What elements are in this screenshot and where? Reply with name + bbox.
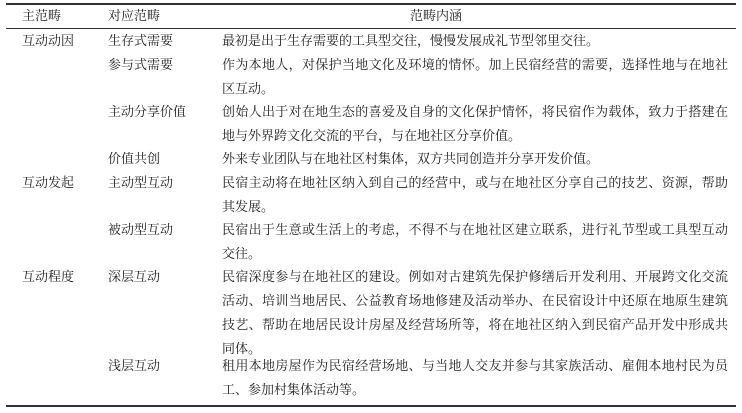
content-cell: 创始人出于对在地生态的喜爱及自身的文化保护情怀，将民宿作为载体，致力于搭建在地与外界跨文化交流的平台，与在地社区分享价值。 bbox=[222, 105, 728, 144]
top-rule bbox=[6, 3, 736, 5]
bottom-rule bbox=[6, 405, 736, 407]
main-category-cell: 互动动因 bbox=[22, 34, 75, 49]
sub-category-cell: 主动分享价值 bbox=[108, 105, 187, 120]
content-cell: 民宿主动将在地社区纳入到自己的经营中，或与在地社区分享自己的技艺、资源，帮助其发展。 bbox=[222, 176, 728, 215]
content-cell: 最初是出于生存需要的工具型交往，慢慢发展成礼节型邻里交往。 bbox=[222, 34, 600, 49]
content-cell: 作为本地人，对保护当地文化及环境的情怀。加上民宿经营的需要，选择性地与在地社区互动。 bbox=[222, 58, 728, 97]
content-cell: 民宿深度参与在地社区的建设。例如对古建筑先保护修缮后开发利用、开展跨文化交流活动、培训当地居民、公益教育场地修建及活动举办、在民宿设计中还原在地原生建筑技艺、帮助在地居民设计房屋及经营场所等，将在地社区纳入到民宿产品开发中形成共同体。 bbox=[222, 270, 728, 357]
sub-category-cell: 价值共创 bbox=[108, 152, 161, 167]
content-cell: 民宿出于生意或生活上的考虑，不得不与在地社区建立联系，进行礼节型或工具型互动交往。 bbox=[222, 223, 728, 262]
content-cell: 租用本地房屋作为民宿经营场地、与当地人交友并参与其家族活动、雇佣本地村民为员工、参加村集体活动等。 bbox=[222, 359, 728, 398]
sub-category-cell: 浅层互动 bbox=[108, 359, 161, 374]
sub-category-cell: 主动型互动 bbox=[108, 176, 174, 191]
header-rule bbox=[6, 28, 736, 29]
header-main-category: 主范畴 bbox=[22, 9, 62, 24]
header-sub-category: 对应范畴 bbox=[108, 9, 161, 24]
main-category-cell: 互动发起 bbox=[22, 176, 75, 191]
sub-category-cell: 被动型互动 bbox=[108, 223, 174, 238]
sub-category-cell: 生存式需要 bbox=[108, 34, 174, 49]
sub-category-cell: 参与式需要 bbox=[108, 58, 174, 73]
content-cell: 外来专业团队与在地社区村集体，双方共同创造并分享开发价值。 bbox=[222, 152, 600, 167]
main-category-cell: 互动程度 bbox=[22, 270, 75, 285]
sub-category-cell: 深层互动 bbox=[108, 270, 161, 285]
header-category-content: 范畴内涵 bbox=[410, 9, 463, 24]
